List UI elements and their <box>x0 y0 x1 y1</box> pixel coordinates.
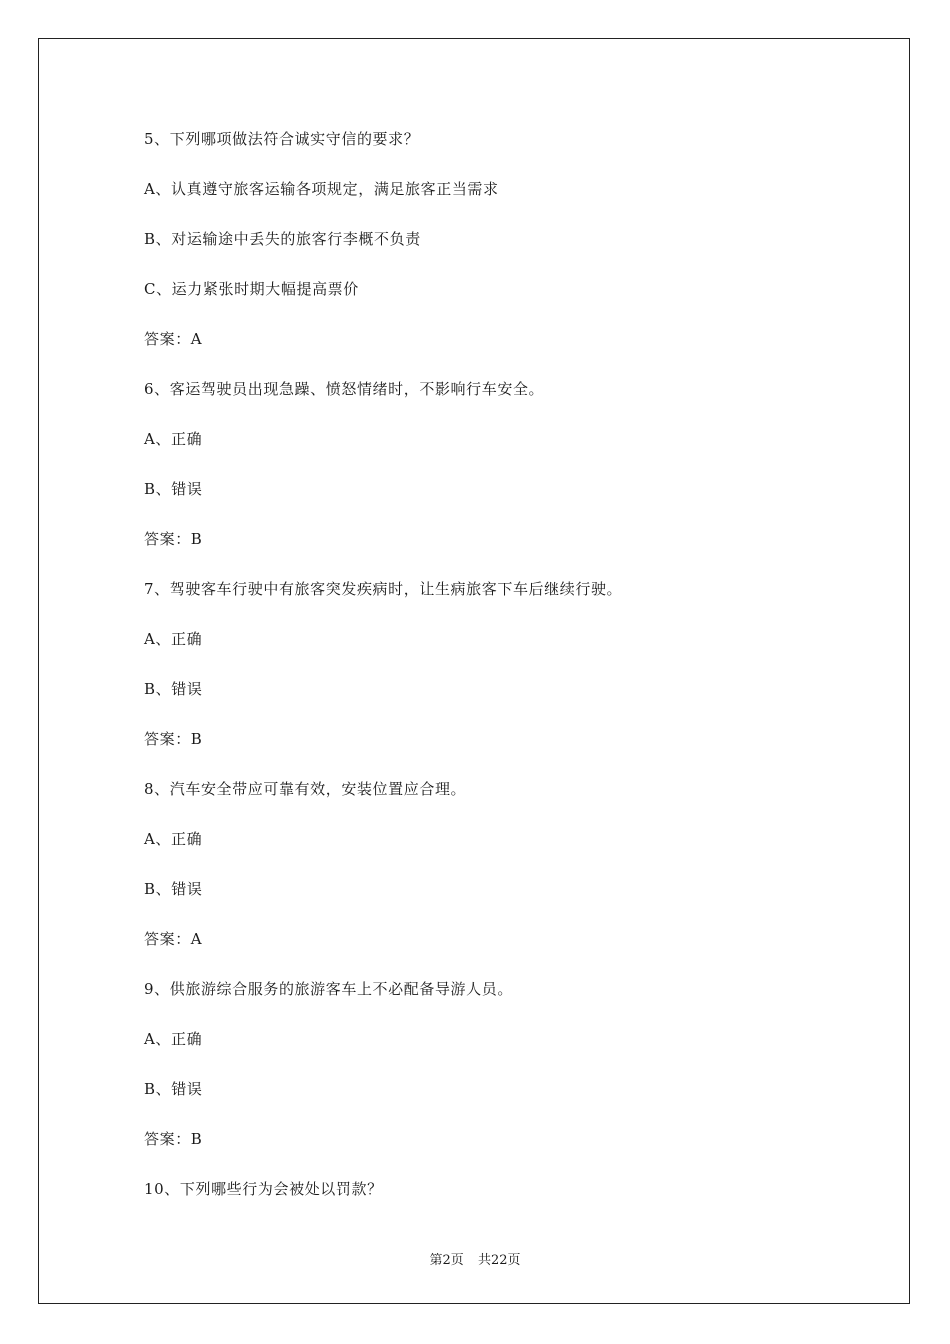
question-8: 8、汽车安全带应可靠有效，安装位置应合理。 <box>144 780 467 798</box>
option-b: B、错误 <box>144 680 203 698</box>
option-a: A、认真遵守旅客运输各项规定，满足旅客正当需求 <box>144 180 499 198</box>
option-b: B、错误 <box>144 1080 203 1098</box>
question-9: 9、供旅游综合服务的旅游客车上不必配备导游人员。 <box>144 980 513 998</box>
option-a: A、正确 <box>144 830 203 848</box>
option-b: B、错误 <box>144 480 203 498</box>
question-6: 6、客运驾驶员出现急躁、愤怒情绪时，不影响行车安全。 <box>144 380 545 398</box>
question-7: 7、驾驶客车行驶中有旅客突发疾病时，让生病旅客下车后继续行驶。 <box>144 580 623 598</box>
option-b: B、错误 <box>144 880 203 898</box>
option-a: A、正确 <box>144 630 203 648</box>
answer: 答案：B <box>144 730 203 748</box>
question-5: 5、下列哪项做法符合诚实守信的要求？ <box>144 130 420 148</box>
page-footer <box>0 1249 950 1268</box>
answer: 答案：B <box>144 530 203 548</box>
document-body <box>144 128 844 1228</box>
option-a: A、正确 <box>144 1030 203 1048</box>
answer: 答案：A <box>144 330 203 348</box>
option-c: C、运力紧张时期大幅提高票价 <box>144 280 359 298</box>
option-a: A、正确 <box>144 430 203 448</box>
page-number: 第2页 <box>429 1253 464 1268</box>
option-b: B、对运输途中丢失的旅客行李概不负责 <box>144 230 421 248</box>
answer: 答案：A <box>144 930 203 948</box>
question-10: 10、下列哪些行为会被处以罚款？ <box>144 1180 383 1198</box>
answer: 答案：B <box>144 1130 203 1148</box>
page-total: 共22页 <box>477 1253 521 1268</box>
